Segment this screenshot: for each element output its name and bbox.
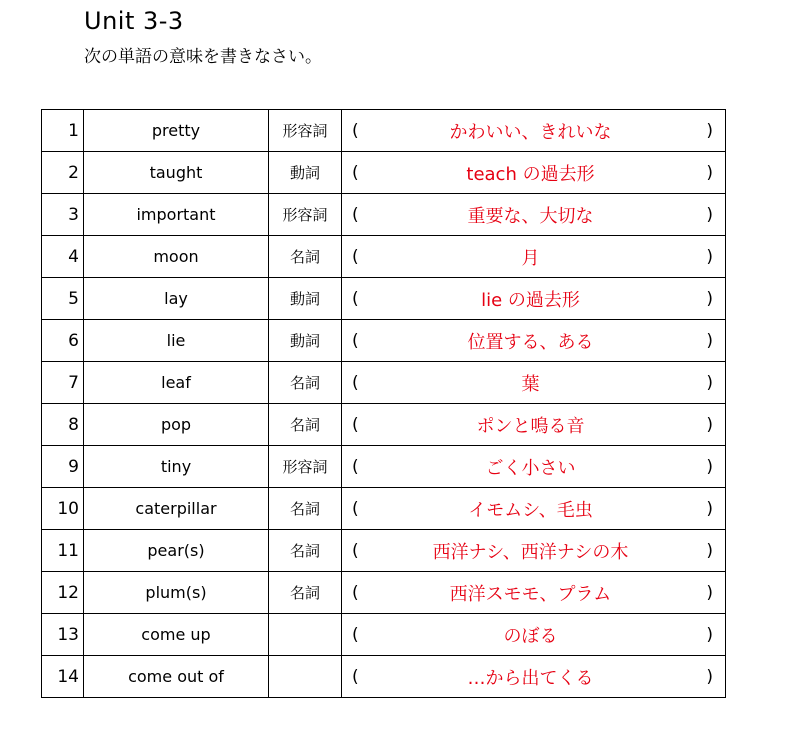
- answer-cell: [342, 236, 726, 278]
- part-of-speech: 名詞: [269, 236, 342, 278]
- english-word: leaf: [84, 362, 269, 404]
- answer-cell: [342, 656, 726, 698]
- open-paren: (: [352, 120, 359, 141]
- japanese-meaning: 西洋スモモ、プラム: [449, 583, 612, 605]
- close-paren: ): [706, 666, 713, 687]
- japanese-meaning: ごく小さい: [485, 457, 576, 479]
- vocab-row: [42, 236, 726, 278]
- english-word: come up: [84, 614, 269, 656]
- english-word: plum(s): [84, 572, 269, 614]
- row-number: 10: [42, 488, 84, 530]
- answer-cell: [342, 362, 726, 404]
- japanese-meaning: かわいい、きれいな: [449, 121, 612, 143]
- english-word: lay: [84, 278, 269, 320]
- japanese-meaning: ポンと鳴る音: [476, 415, 585, 437]
- open-paren: (: [352, 246, 359, 267]
- row-number: 4: [42, 236, 84, 278]
- answer-cell: [342, 404, 726, 446]
- close-paren: ): [706, 414, 713, 435]
- vocab-row: [42, 404, 726, 446]
- answer-cell: [342, 614, 726, 656]
- row-number: 2: [42, 152, 84, 194]
- english-word: pretty: [84, 110, 269, 152]
- japanese-meaning: 葉: [521, 373, 540, 395]
- close-paren: ): [706, 372, 713, 393]
- part-of-speech: 形容詞: [269, 194, 342, 236]
- answer-cell: [342, 194, 726, 236]
- open-paren: (: [352, 582, 359, 603]
- english-word: moon: [84, 236, 269, 278]
- vocab-row: [42, 110, 726, 152]
- row-number: 12: [42, 572, 84, 614]
- part-of-speech: 動詞: [269, 320, 342, 362]
- open-paren: (: [352, 162, 359, 183]
- vocab-row: [42, 488, 726, 530]
- open-paren: (: [352, 666, 359, 687]
- close-paren: ): [706, 120, 713, 141]
- close-paren: ): [706, 162, 713, 183]
- answer-cell: [342, 320, 726, 362]
- open-paren: (: [352, 624, 359, 645]
- part-of-speech: 形容詞: [269, 446, 342, 488]
- row-number: 13: [42, 614, 84, 656]
- japanese-meaning: イモムシ、毛虫: [468, 499, 593, 521]
- english-word: pop: [84, 404, 269, 446]
- vocab-row: [42, 614, 726, 656]
- close-paren: ): [706, 456, 713, 477]
- part-of-speech: [269, 614, 342, 656]
- row-number: 3: [42, 194, 84, 236]
- close-paren: ): [706, 582, 713, 603]
- instruction-text: 次の単語の意味を書きなさい。: [84, 47, 322, 67]
- part-of-speech: 動詞: [269, 152, 342, 194]
- english-word: caterpillar: [84, 488, 269, 530]
- vocab-row: [42, 530, 726, 572]
- japanese-meaning: 位置する、ある: [467, 331, 594, 353]
- vocab-row: [42, 320, 726, 362]
- japanese-meaning: …から出てくる: [467, 667, 594, 689]
- row-number: 9: [42, 446, 84, 488]
- answer-cell: [342, 278, 726, 320]
- answer-cell: [342, 110, 726, 152]
- japanese-meaning: 月: [521, 247, 540, 269]
- vocab-row: [42, 194, 726, 236]
- vocab-row: [42, 278, 726, 320]
- part-of-speech: 名詞: [269, 530, 342, 572]
- open-paren: (: [352, 204, 359, 225]
- close-paren: ): [706, 246, 713, 267]
- close-paren: ): [706, 330, 713, 351]
- vocabulary-table: [41, 109, 726, 698]
- open-paren: (: [352, 540, 359, 561]
- close-paren: ): [706, 540, 713, 561]
- japanese-meaning: lie の過去形: [481, 289, 580, 311]
- part-of-speech: 形容詞: [269, 110, 342, 152]
- vocab-row: [42, 446, 726, 488]
- answer-cell: [342, 530, 726, 572]
- vocabulary-table-body: [42, 110, 726, 698]
- row-number: 8: [42, 404, 84, 446]
- page-title: Unit 3-3: [84, 7, 184, 35]
- vocab-row: [42, 152, 726, 194]
- answer-cell: [342, 446, 726, 488]
- row-number: 5: [42, 278, 84, 320]
- answer-cell: [342, 572, 726, 614]
- open-paren: (: [352, 498, 359, 519]
- answer-cell: [342, 152, 726, 194]
- english-word: important: [84, 194, 269, 236]
- english-word: lie: [84, 320, 269, 362]
- english-word: pear(s): [84, 530, 269, 572]
- part-of-speech: 名詞: [269, 572, 342, 614]
- row-number: 11: [42, 530, 84, 572]
- english-word: come out of: [84, 656, 269, 698]
- japanese-meaning: teach の過去形: [466, 163, 595, 185]
- answer-cell: [342, 488, 726, 530]
- open-paren: (: [352, 288, 359, 309]
- part-of-speech: 動詞: [269, 278, 342, 320]
- vocab-row: [42, 362, 726, 404]
- close-paren: ): [706, 288, 713, 309]
- english-word: taught: [84, 152, 269, 194]
- part-of-speech: [269, 656, 342, 698]
- japanese-meaning: 重要な、大切な: [467, 205, 594, 227]
- row-number: 14: [42, 656, 84, 698]
- japanese-meaning: 西洋ナシ、西洋ナシの木: [432, 541, 629, 563]
- row-number: 6: [42, 320, 84, 362]
- english-word: tiny: [84, 446, 269, 488]
- close-paren: ): [706, 498, 713, 519]
- row-number: 7: [42, 362, 84, 404]
- close-paren: ): [706, 624, 713, 645]
- row-number: 1: [42, 110, 84, 152]
- vocab-row: [42, 572, 726, 614]
- open-paren: (: [352, 456, 359, 477]
- part-of-speech: 名詞: [269, 362, 342, 404]
- open-paren: (: [352, 372, 359, 393]
- part-of-speech: 名詞: [269, 404, 342, 446]
- open-paren: (: [352, 414, 359, 435]
- japanese-meaning: のぼる: [503, 625, 558, 647]
- vocab-row: [42, 656, 726, 698]
- open-paren: (: [352, 330, 359, 351]
- close-paren: ): [706, 204, 713, 225]
- part-of-speech: 名詞: [269, 488, 342, 530]
